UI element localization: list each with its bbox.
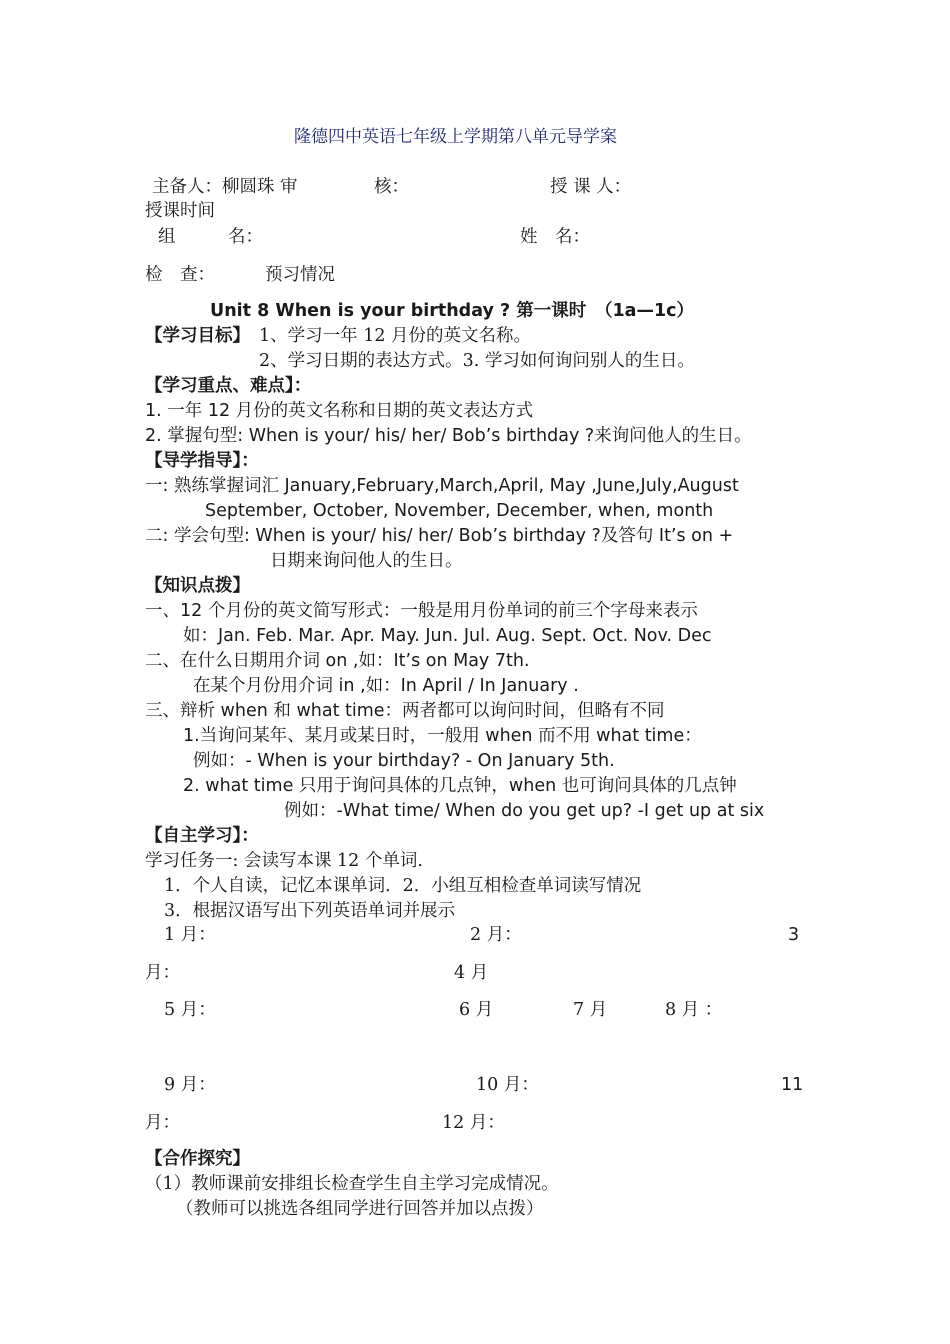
page-title: 隆德四中英语七年级上学期第八单元导学案: [294, 127, 617, 147]
check-label: 检 查：: [145, 265, 215, 285]
reviewer-label: 核：: [374, 177, 409, 197]
cooperation-line: （教师可以挑选各组同学进行回答并加以点拨）: [176, 1199, 544, 1219]
month-11-label: 11: [781, 1075, 804, 1095]
self-study-heading: 【自主学习】：: [145, 826, 259, 846]
month-7-label: 7 月: [573, 1000, 608, 1020]
knowledge-line: 如：Jan. Feb. Mar. Apr. May. Jun. Jul. Aug. Sept. Oct. Nov. Dec: [183, 626, 712, 646]
key-points-heading: 【学习重点、难点】：: [145, 376, 312, 396]
month-11-label: 月：: [145, 1113, 180, 1133]
knowledge-line: 2. what time 只用于询问具体的几点钟，when 也可询问具体的几点钟: [183, 776, 737, 796]
month-5-label: 5 月：: [164, 1000, 216, 1020]
guidance-heading: 【导学指导】：: [145, 451, 259, 471]
preview-label: 预习情况: [265, 265, 335, 285]
month-3-label: 3: [788, 925, 800, 945]
guidance-line: 一: 熟练掌握词汇 January,February,March,April, May ,June,July,August: [145, 476, 739, 496]
self-study-step: 1．个人自读，记忆本课单词．2．小组互相检查单词读写情况: [164, 876, 642, 896]
knowledge-line: 在某个月份用介词 in ,如：In April / In January .: [193, 676, 579, 696]
preparer-label: 主备人：柳圆珠 审: [152, 177, 298, 197]
month-12-label: 12 月：: [442, 1113, 505, 1133]
name-label: 姓 名：: [520, 227, 590, 247]
key-point-item: 2. 掌握句型: When is your/ his/ her/ Bob’s birthday ?来询问他人的生日。: [145, 426, 752, 446]
guidance-line: 二: 学会句型: When is your/ his/ her/ Bob’s birthday ?及答句 It’s on +: [145, 526, 734, 546]
knowledge-line: 例如：-What time/ When do you get up? -I get up at six: [284, 801, 765, 821]
cooperation-line: （1）教师课前安排组长检查学生自主学习完成情况。: [145, 1174, 559, 1194]
key-point-item: 1. 一年 12 月份的英文名称和日期的英文表达方式: [145, 401, 534, 421]
teacher-label: 授 课 人：: [550, 177, 632, 197]
goals-heading: 【学习目标】: [145, 326, 250, 346]
month-2-label: 2 月：: [470, 925, 522, 945]
guidance-line: September, October, November, December, when, month: [205, 501, 714, 521]
month-8-label: 8 月 ：: [665, 1000, 723, 1020]
knowledge-line: 三、辩析 when 和 what time：两者都可以询问时间，但略有不同: [145, 701, 665, 721]
self-study-task: 学习任务一: 会读写本课 12 个单词.: [145, 851, 423, 871]
month-1-label: 1 月：: [164, 925, 216, 945]
knowledge-line: 例如：- When is your birthday? - On January 5th.: [193, 751, 615, 771]
time-label: 授课时间: [145, 201, 215, 221]
month-9-label: 9 月：: [164, 1075, 216, 1095]
unit-title: Unit 8 When is your birthday ? 第一课时 （1a—1c）: [210, 301, 695, 321]
guidance-line: 日期来询问他人的生日。: [270, 551, 463, 571]
month-10-label: 10 月：: [476, 1075, 539, 1095]
month-3-label: 月：: [145, 963, 180, 983]
goals-item: 1、学习一年 12 月份的英文名称。: [259, 326, 532, 346]
cooperation-heading: 【合作探究】: [145, 1149, 250, 1169]
knowledge-line: 一、12 个月份的英文简写形式：一般是用月份单词的前三个字母来表示: [145, 601, 698, 621]
group-label: 组 名：: [158, 227, 263, 247]
knowledge-line: 二、在什么日期用介词 on ,如：It’s on May 7th.: [145, 651, 530, 671]
knowledge-line: 1.当询问某年、某月或某日时，一般用 when 而不用 what time：: [183, 726, 702, 746]
month-4-label: 4 月: [454, 963, 489, 983]
self-study-step: 3．根据汉语写出下列英语单词并展示: [164, 901, 456, 921]
goals-item: 2、学习日期的表达方式。3. 学习如何询问别人的生日。: [259, 351, 695, 371]
knowledge-heading: 【知识点拨】: [145, 576, 250, 596]
month-6-label: 6 月: [459, 1000, 494, 1020]
